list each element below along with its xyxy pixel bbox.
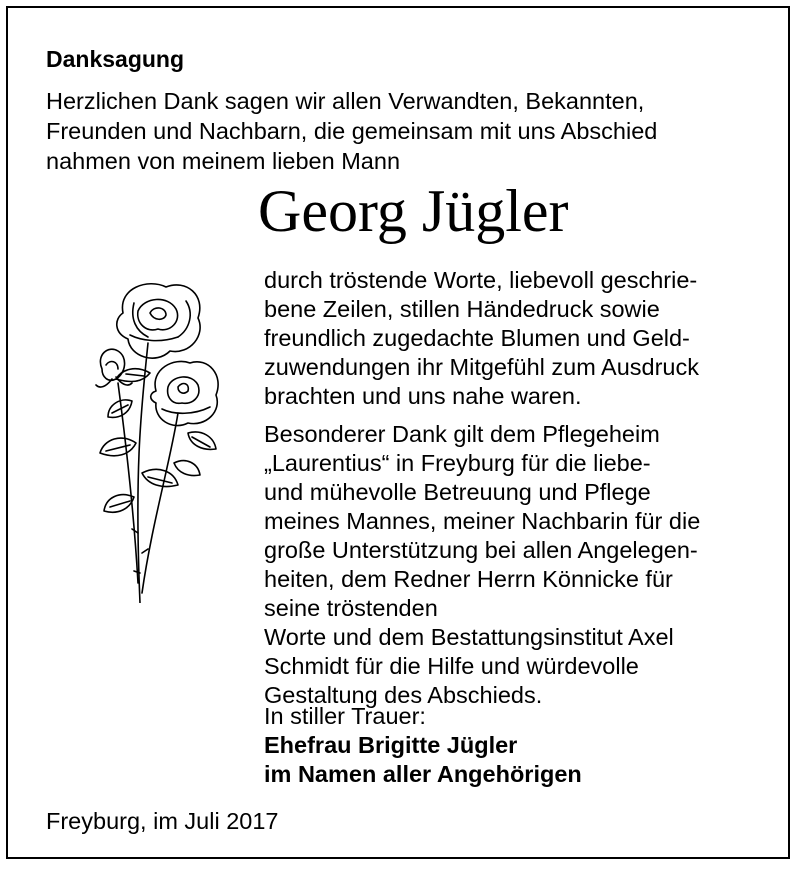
signature-line: Ehefrau Brigitte Jügler xyxy=(264,732,518,758)
mourning-label: In stiller Trauer: xyxy=(264,703,426,729)
intro-text xyxy=(46,86,657,176)
paragraph-line: Worte und dem Bestattungsinstitut Axel xyxy=(264,624,674,650)
paragraph-line: Besonderer Dank gilt dem Pflegeheim xyxy=(264,421,660,447)
paragraph-line: brachten und uns nahe waren. xyxy=(264,383,582,409)
deceased-name: Georg Jügler xyxy=(258,178,569,244)
notice-heading: Danksagung xyxy=(46,46,185,72)
obituary-notice-frame xyxy=(6,6,790,859)
paragraph-line: große Unterstützung bei allen Angelegen- xyxy=(264,537,698,563)
signature-line: im Namen aller Angehörigen xyxy=(264,761,582,787)
intro-line: nahmen von meinem lieben Mann xyxy=(46,148,401,174)
paragraph-line: zuwendungen ihr Mitgefühl zum Ausdruck xyxy=(264,354,699,380)
place-date: Freyburg, im Juli 2017 xyxy=(46,808,279,834)
paragraph-line: freundlich zugedachte Blumen und Geld- xyxy=(264,325,690,351)
paragraph-line: durch tröstende Worte, liebevoll geschrie- xyxy=(264,267,698,293)
paragraph-line: Gestaltung des Abschieds. xyxy=(264,682,543,708)
thanks-paragraph-2 xyxy=(264,420,700,710)
paragraph-line: und mühevolle Betreuung und Pflege xyxy=(264,479,651,505)
paragraph-line: seine tröstenden xyxy=(264,595,438,621)
intro-line: Freunden und Nachbarn, die gemeinsam mit uns Abschied xyxy=(46,118,658,144)
paragraph-line: „Laurentius“ in Freyburg für die liebe- xyxy=(264,450,651,476)
paragraph-line: bene Zeilen, stillen Händedruck sowie xyxy=(264,296,660,322)
paragraph-line: Schmidt für die Hilfe und würdevolle xyxy=(264,653,639,679)
signature-block xyxy=(264,731,582,789)
paragraph-line: heiten, dem Redner Herrn Könnicke für xyxy=(264,566,673,592)
thanks-paragraph-1 xyxy=(264,266,699,411)
intro-line: Herzlichen Dank sagen wir allen Verwandten, Bekannten, xyxy=(46,88,645,114)
paragraph-line: meines Mannes, meiner Nachbarin für die xyxy=(264,508,701,534)
rose-illustration-icon xyxy=(78,273,238,603)
